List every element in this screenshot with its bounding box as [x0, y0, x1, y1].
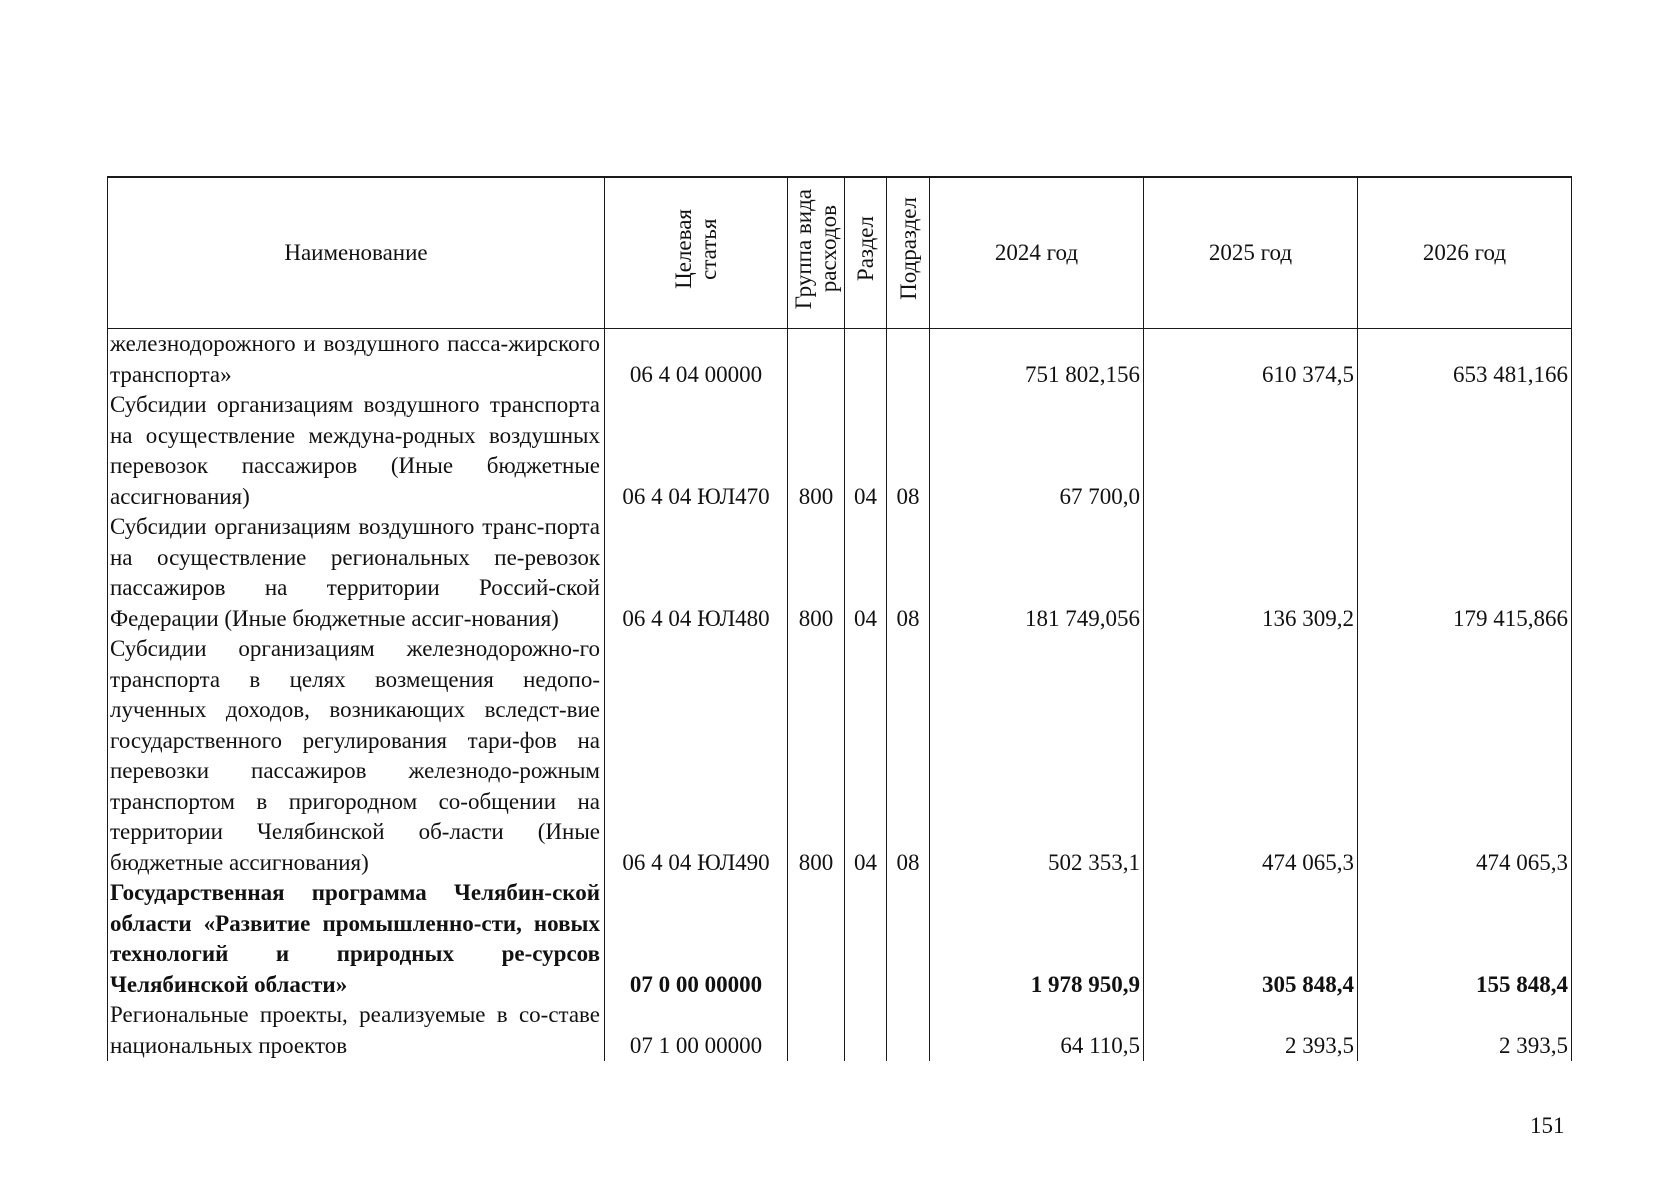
- cell-name: Субсидии организациям железнодорожно-го транспорта в целях возмещения недопо-лученных доходов, возникающих вследст-вие государственного регулирования тари-фов на перевозки пассажиров железнодо-рожным транспортом в пригородном со-общении на территории Челябинской об-ласти (Иные бюджетные ассигнования): [108, 634, 605, 878]
- cell-subsection: 08: [887, 634, 930, 878]
- cell-y2025: 305 848,4: [1144, 878, 1358, 1000]
- table-row: [108, 512, 1572, 634]
- cell-y2025: 610 374,5: [1144, 329, 1358, 391]
- cell-group: 800: [788, 390, 845, 512]
- cell-subsection: 08: [887, 512, 930, 634]
- header-group: [788, 177, 845, 329]
- cell-y2024: 1 978 950,9: [930, 878, 1144, 1000]
- cell-y2025: 2 393,5: [1144, 1000, 1358, 1061]
- cell-name: железнодорожного и воздушного пасса-жирского транспорта»: [108, 329, 605, 391]
- cell-section: 04: [845, 390, 887, 512]
- cell-y2024: 181 749,056: [930, 512, 1144, 634]
- cell-section: [845, 878, 887, 1000]
- cell-subsection: [887, 329, 930, 391]
- table-row: [108, 878, 1572, 1000]
- cell-y2024: 751 802,156: [930, 329, 1144, 391]
- cell-y2026: 2 393,5: [1358, 1000, 1572, 1061]
- cell-name: Субсидии организациям воздушного транспорта на осуществление междуна-родных воздушных перевозок пассажиров (Иные бюджетные ассигнования): [108, 390, 605, 512]
- table-row: [108, 1000, 1572, 1061]
- cell-group: [788, 878, 845, 1000]
- cell-subsection: [887, 1000, 930, 1061]
- cell-target: 06 4 04 ЮЛ470: [605, 390, 788, 512]
- header-subsection-label: Подраздел: [895, 197, 921, 301]
- header-2026: 2026 год: [1358, 177, 1572, 329]
- cell-subsection: [887, 878, 930, 1000]
- cell-y2024: 502 353,1: [930, 634, 1144, 878]
- cell-y2026: 474 065,3: [1358, 634, 1572, 878]
- header-group-label: Группа вида расходов: [791, 188, 841, 309]
- cell-section: 04: [845, 634, 887, 878]
- cell-name: Региональные проекты, реализуемые в со-ставе национальных проектов: [108, 1000, 605, 1061]
- header-section-label: Раздел: [853, 216, 878, 282]
- table-row: [108, 390, 1572, 512]
- header-subsection: [887, 177, 930, 329]
- cell-name: Государственная программа Челябин-ской области «Развитие промышленно-сти, новых технологий и природных ре-сурсов Челябинской области»: [108, 878, 605, 1000]
- header-section: [845, 177, 887, 329]
- table-body: [108, 329, 1572, 1062]
- cell-section: [845, 1000, 887, 1061]
- table-header-row: [108, 177, 1572, 329]
- cell-group: [788, 1000, 845, 1061]
- cell-group: 800: [788, 512, 845, 634]
- cell-target: 07 1 00 00000: [605, 1000, 788, 1061]
- cell-y2024: 64 110,5: [930, 1000, 1144, 1061]
- cell-y2026: 179 415,866: [1358, 512, 1572, 634]
- header-target-label: Целевая статья: [671, 208, 721, 289]
- cell-target: 06 4 04 ЮЛ480: [605, 512, 788, 634]
- cell-section: 04: [845, 512, 887, 634]
- budget-table: [107, 176, 1572, 1061]
- cell-y2025: 136 309,2: [1144, 512, 1358, 634]
- cell-y2025: [1144, 390, 1358, 512]
- table-row: [108, 634, 1572, 878]
- cell-y2025: 474 065,3: [1144, 634, 1358, 878]
- cell-name: Субсидии организациям воздушного транс-порта на осуществление региональных пе-ревозок пассажиров на территории Россий-ской Федерации (Иные бюджетные ассиг-нования): [108, 512, 605, 634]
- cell-target: 06 4 04 ЮЛ490: [605, 634, 788, 878]
- cell-target: 06 4 04 00000: [605, 329, 788, 391]
- header-2024: 2024 год: [930, 177, 1144, 329]
- cell-group: [788, 329, 845, 391]
- cell-subsection: 08: [887, 390, 930, 512]
- table-row: [108, 329, 1572, 391]
- page-number: 151: [1530, 1113, 1565, 1138]
- header-2025: 2025 год: [1144, 177, 1358, 329]
- cell-group: 800: [788, 634, 845, 878]
- cell-y2026: [1358, 390, 1572, 512]
- cell-y2026: 653 481,166: [1358, 329, 1572, 391]
- header-target: [605, 177, 788, 329]
- cell-y2024: 67 700,0: [930, 390, 1144, 512]
- cell-section: [845, 329, 887, 391]
- header-name: Наименование: [108, 177, 605, 329]
- cell-target: 07 0 00 00000: [605, 878, 788, 1000]
- cell-y2026: 155 848,4: [1358, 878, 1572, 1000]
